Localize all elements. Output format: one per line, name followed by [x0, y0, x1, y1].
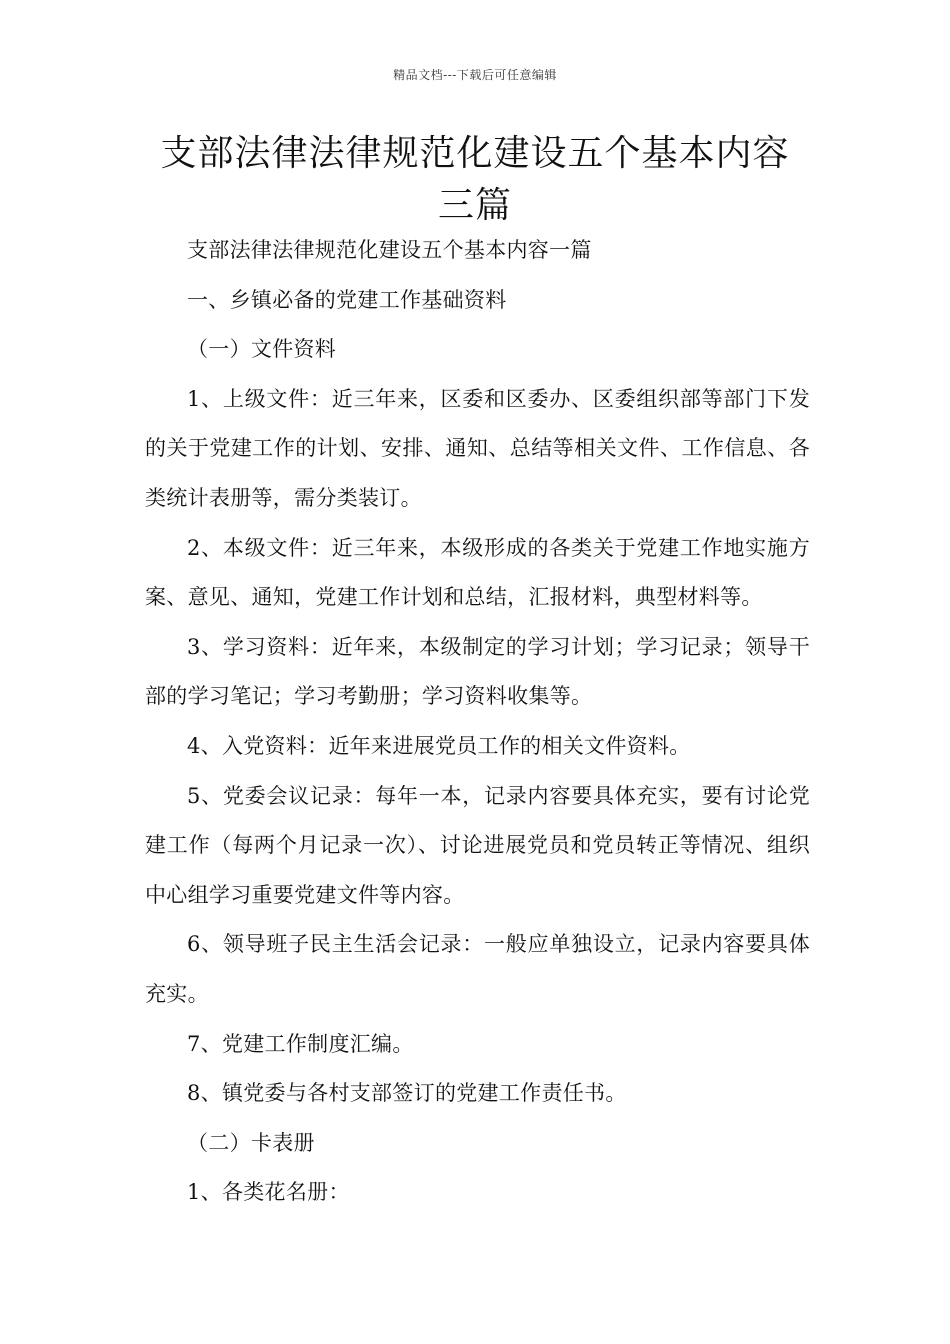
body-paragraph: 1、各类花名册： [187, 1180, 350, 1205]
document-title-line-2: 三篇 [437, 185, 512, 226]
document-title [100, 128, 850, 232]
document-title-line-1: 支部法律法律规范化建设五个基本内容 [160, 133, 790, 174]
section-heading: 一、乡镇必备的党建工作基础资料 [187, 287, 507, 312]
body-paragraph: 6、领导班子民主生活会记录：一般应单独设立，记录内容要具体充实。 [145, 932, 810, 1006]
body-paragraph: 3、学习资料：近年来，本级制定的学习计划；学习记录；领导干部的学习笔记；学习考勤册；学习资料收集等。 [145, 634, 810, 709]
subsection-heading: （一）文件资料 [187, 337, 337, 362]
body-paragraph: 1、上级文件：近三年来，区委和区委办、区委组织部等部门下发的关于党建工作的计划、安排、通知、总结等相关文件、工作信息、各类统计表册等，需分类装订。 [145, 386, 810, 510]
body-paragraph: 2、本级文件：近三年来，本级形成的各类关于党建工作地实施方案、意见、通知，党建工作计划和总结，汇报材料，典型材料等。 [145, 535, 810, 610]
page-header-note: 精品文档---下载后可任意编辑 [393, 68, 557, 82]
subtitle-paragraph: 支部法律法律规范化建设五个基本内容一篇 [187, 238, 592, 262]
body-paragraph: 5、党委会议记录：每年一本，记录内容要具体充实，要有讨论党建工作（每两个月记录一次）、讨论进展党员和党员转正等情况、组织中心组学习重要党建文件等内容。 [145, 783, 810, 907]
body-paragraph: 4、入党资料：近年来进展党员工作的相关文件资料。 [187, 733, 691, 758]
subsection-heading: （二）卡表册 [187, 1130, 315, 1155]
body-paragraph: 8、镇党委与各村支部签订的党建工作责任书。 [187, 1081, 627, 1106]
document-body [145, 226, 810, 1218]
body-paragraph: 7、党建工作制度汇编。 [187, 1031, 414, 1056]
